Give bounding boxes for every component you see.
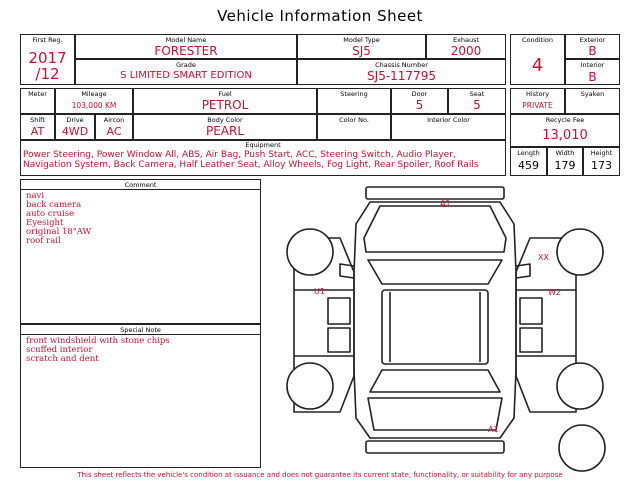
- history-value: PRIVATE: [522, 101, 553, 110]
- equipment-cell: [20, 140, 506, 176]
- interior-color-label: Interior Color: [427, 116, 470, 124]
- drive-cell: [55, 114, 95, 140]
- interior-color-cell: [391, 114, 506, 140]
- recycle-fee-label: Recycle Fee: [545, 116, 585, 124]
- disclaimer-footer: This sheet reflects the vehicle's condition at issuance and does not guarantee its current state, functionality, or suitability for any purpose: [77, 471, 563, 479]
- mileage-value: 103,000 KM: [71, 101, 117, 110]
- interior-value: B: [588, 70, 597, 84]
- sheet-title: Vehicle Information Sheet: [217, 7, 423, 25]
- model-type-value: SJ5: [352, 44, 371, 58]
- comment-label: Comment: [124, 181, 157, 189]
- height-cell: [583, 147, 620, 176]
- comment-line: Eyesight: [26, 218, 64, 228]
- color-no-cell: [317, 114, 391, 140]
- exhaust-label: Exhaust: [452, 36, 480, 44]
- grade-label: Grade: [176, 61, 196, 69]
- shift-value: AT: [30, 125, 45, 138]
- first-reg-month: /12: [35, 65, 60, 83]
- comment-line: roof rail: [26, 236, 61, 246]
- comment-line: back camera: [26, 200, 82, 210]
- condition-cell: [510, 34, 565, 85]
- model-name-value: FORESTER: [154, 44, 218, 58]
- left-mirror-outline: [340, 264, 354, 278]
- damage-mark-rear: A1: [488, 425, 499, 434]
- seat-value: 5: [473, 98, 481, 112]
- right-mirror-outline: [516, 264, 530, 278]
- recycle-fee-cell: [510, 114, 620, 147]
- fuel-value: PETROL: [201, 98, 249, 112]
- drive-label: Drive: [66, 116, 84, 124]
- shift-cell: [20, 114, 55, 140]
- damage-mark-right-front: XX: [538, 253, 549, 262]
- height-label: Height: [590, 149, 613, 157]
- recycle-fee-value: 13,010: [542, 128, 588, 143]
- body-color-cell: [133, 114, 317, 140]
- mileage-cell: [55, 88, 133, 114]
- equipment-text: Power Steering, Power Window All, ABS, Air Bag, Push Start, ACC, Steering Switch, Audio Player, Navigation System, Back Camera, Half Leather Seat, Alloy Wheels, Fog Light, Rear Spoiler, Roof Rails: [23, 150, 479, 170]
- rear-window-outline: [370, 370, 500, 392]
- rear-left-wheel: [287, 363, 333, 409]
- hood-outline: [364, 206, 506, 252]
- equipment-label: Equipment: [245, 141, 281, 149]
- door-label: Door: [411, 90, 428, 98]
- rear-right-wheel: [557, 363, 603, 409]
- model-type-cell: [297, 34, 426, 59]
- rear-bumper-outline: [366, 441, 504, 453]
- special-note-line: scuffed interior: [26, 345, 93, 355]
- aircon-cell: [95, 114, 133, 140]
- exterior-value: B: [588, 44, 597, 58]
- comment-line: auto cruise: [26, 209, 75, 219]
- right-window-rear: [520, 328, 542, 352]
- fuel-cell: [133, 88, 317, 114]
- interior-cell: [565, 59, 620, 85]
- width-cell: [547, 147, 583, 176]
- chassis-label: Chassis Number: [375, 61, 428, 69]
- length-cell: [510, 147, 547, 176]
- exterior-cell: [565, 34, 620, 59]
- body-color-value: PEARL: [205, 124, 245, 138]
- special-note-line: scratch and dent: [26, 354, 99, 364]
- special-note-label: Special Note: [120, 326, 161, 334]
- width-value: 179: [554, 159, 576, 172]
- comment-box: [20, 179, 261, 324]
- front-bumper-outline: [366, 187, 504, 199]
- special-note-header-line: [21, 334, 260, 335]
- front-left-wheel: [287, 229, 333, 275]
- comment-line: original 18"AW: [26, 227, 92, 237]
- length-value: 459: [518, 159, 539, 172]
- steering-label: Steering: [340, 90, 368, 98]
- syaken-cell: [565, 88, 620, 114]
- history-cell: [510, 88, 565, 114]
- exhaust-value: 2000: [450, 44, 482, 58]
- damage-mark-left: U1: [314, 287, 325, 296]
- trunk-outline: [368, 398, 502, 430]
- height-value: 173: [591, 159, 612, 172]
- left-window-front: [328, 298, 350, 324]
- grade-cell: [75, 59, 297, 85]
- steering-cell: [317, 88, 391, 114]
- damage-mark-front: A1: [440, 199, 451, 208]
- roof-outline: [382, 290, 488, 364]
- grade-value: S LIMITED SMART EDITION: [120, 70, 252, 81]
- meter-cell: [20, 88, 55, 114]
- color-no-label: Color No.: [339, 116, 369, 124]
- right-window-front: [520, 298, 542, 324]
- exterior-label: Exterior: [579, 36, 606, 44]
- aircon-value: AC: [106, 125, 122, 138]
- car-body-outline: [354, 202, 516, 438]
- width-label: Width: [555, 149, 575, 157]
- front-right-wheel: [557, 229, 603, 275]
- model-type-label: Model Type: [343, 36, 380, 44]
- seat-label: Seat: [469, 90, 485, 98]
- condition-label: Condition: [521, 36, 554, 44]
- fuel-label: Fuel: [218, 90, 232, 98]
- first-reg-label: First Reg.: [32, 36, 63, 44]
- meter-label: Meter: [28, 90, 47, 98]
- windshield-outline: [368, 260, 502, 284]
- length-label: Length: [517, 149, 540, 157]
- special-note-line: front windshield with stone chips: [26, 336, 170, 346]
- chassis-cell: [297, 59, 506, 85]
- car-damage-diagram: [270, 180, 630, 472]
- first-reg-year: 2017: [28, 49, 67, 67]
- interior-label: Interior: [580, 61, 605, 69]
- spare-wheel: [559, 425, 605, 471]
- special-note-box: [20, 324, 261, 468]
- model-name-cell: [75, 34, 297, 59]
- syaken-label: Syaken: [580, 90, 605, 98]
- seat-cell: [448, 88, 506, 114]
- door-cell: [391, 88, 448, 114]
- damage-mark-right: W2: [548, 288, 561, 297]
- body-color-label: Body Color: [207, 116, 243, 124]
- condition-value: 4: [531, 55, 544, 76]
- comment-line: navi: [26, 191, 45, 201]
- shift-label: Shift: [30, 116, 45, 124]
- comment-header-line: [21, 189, 260, 190]
- mileage-label: Mileage: [81, 90, 107, 98]
- drive-value: 4WD: [61, 125, 89, 138]
- first-reg-cell: [20, 34, 75, 85]
- left-window-rear: [328, 328, 350, 352]
- aircon-label: Aircon: [103, 116, 125, 124]
- chassis-value: SJ5-117795: [367, 69, 436, 83]
- model-name-label: Model Name: [165, 36, 207, 44]
- door-value: 5: [415, 98, 424, 112]
- history-label: History: [525, 90, 550, 98]
- exhaust-cell: [426, 34, 506, 59]
